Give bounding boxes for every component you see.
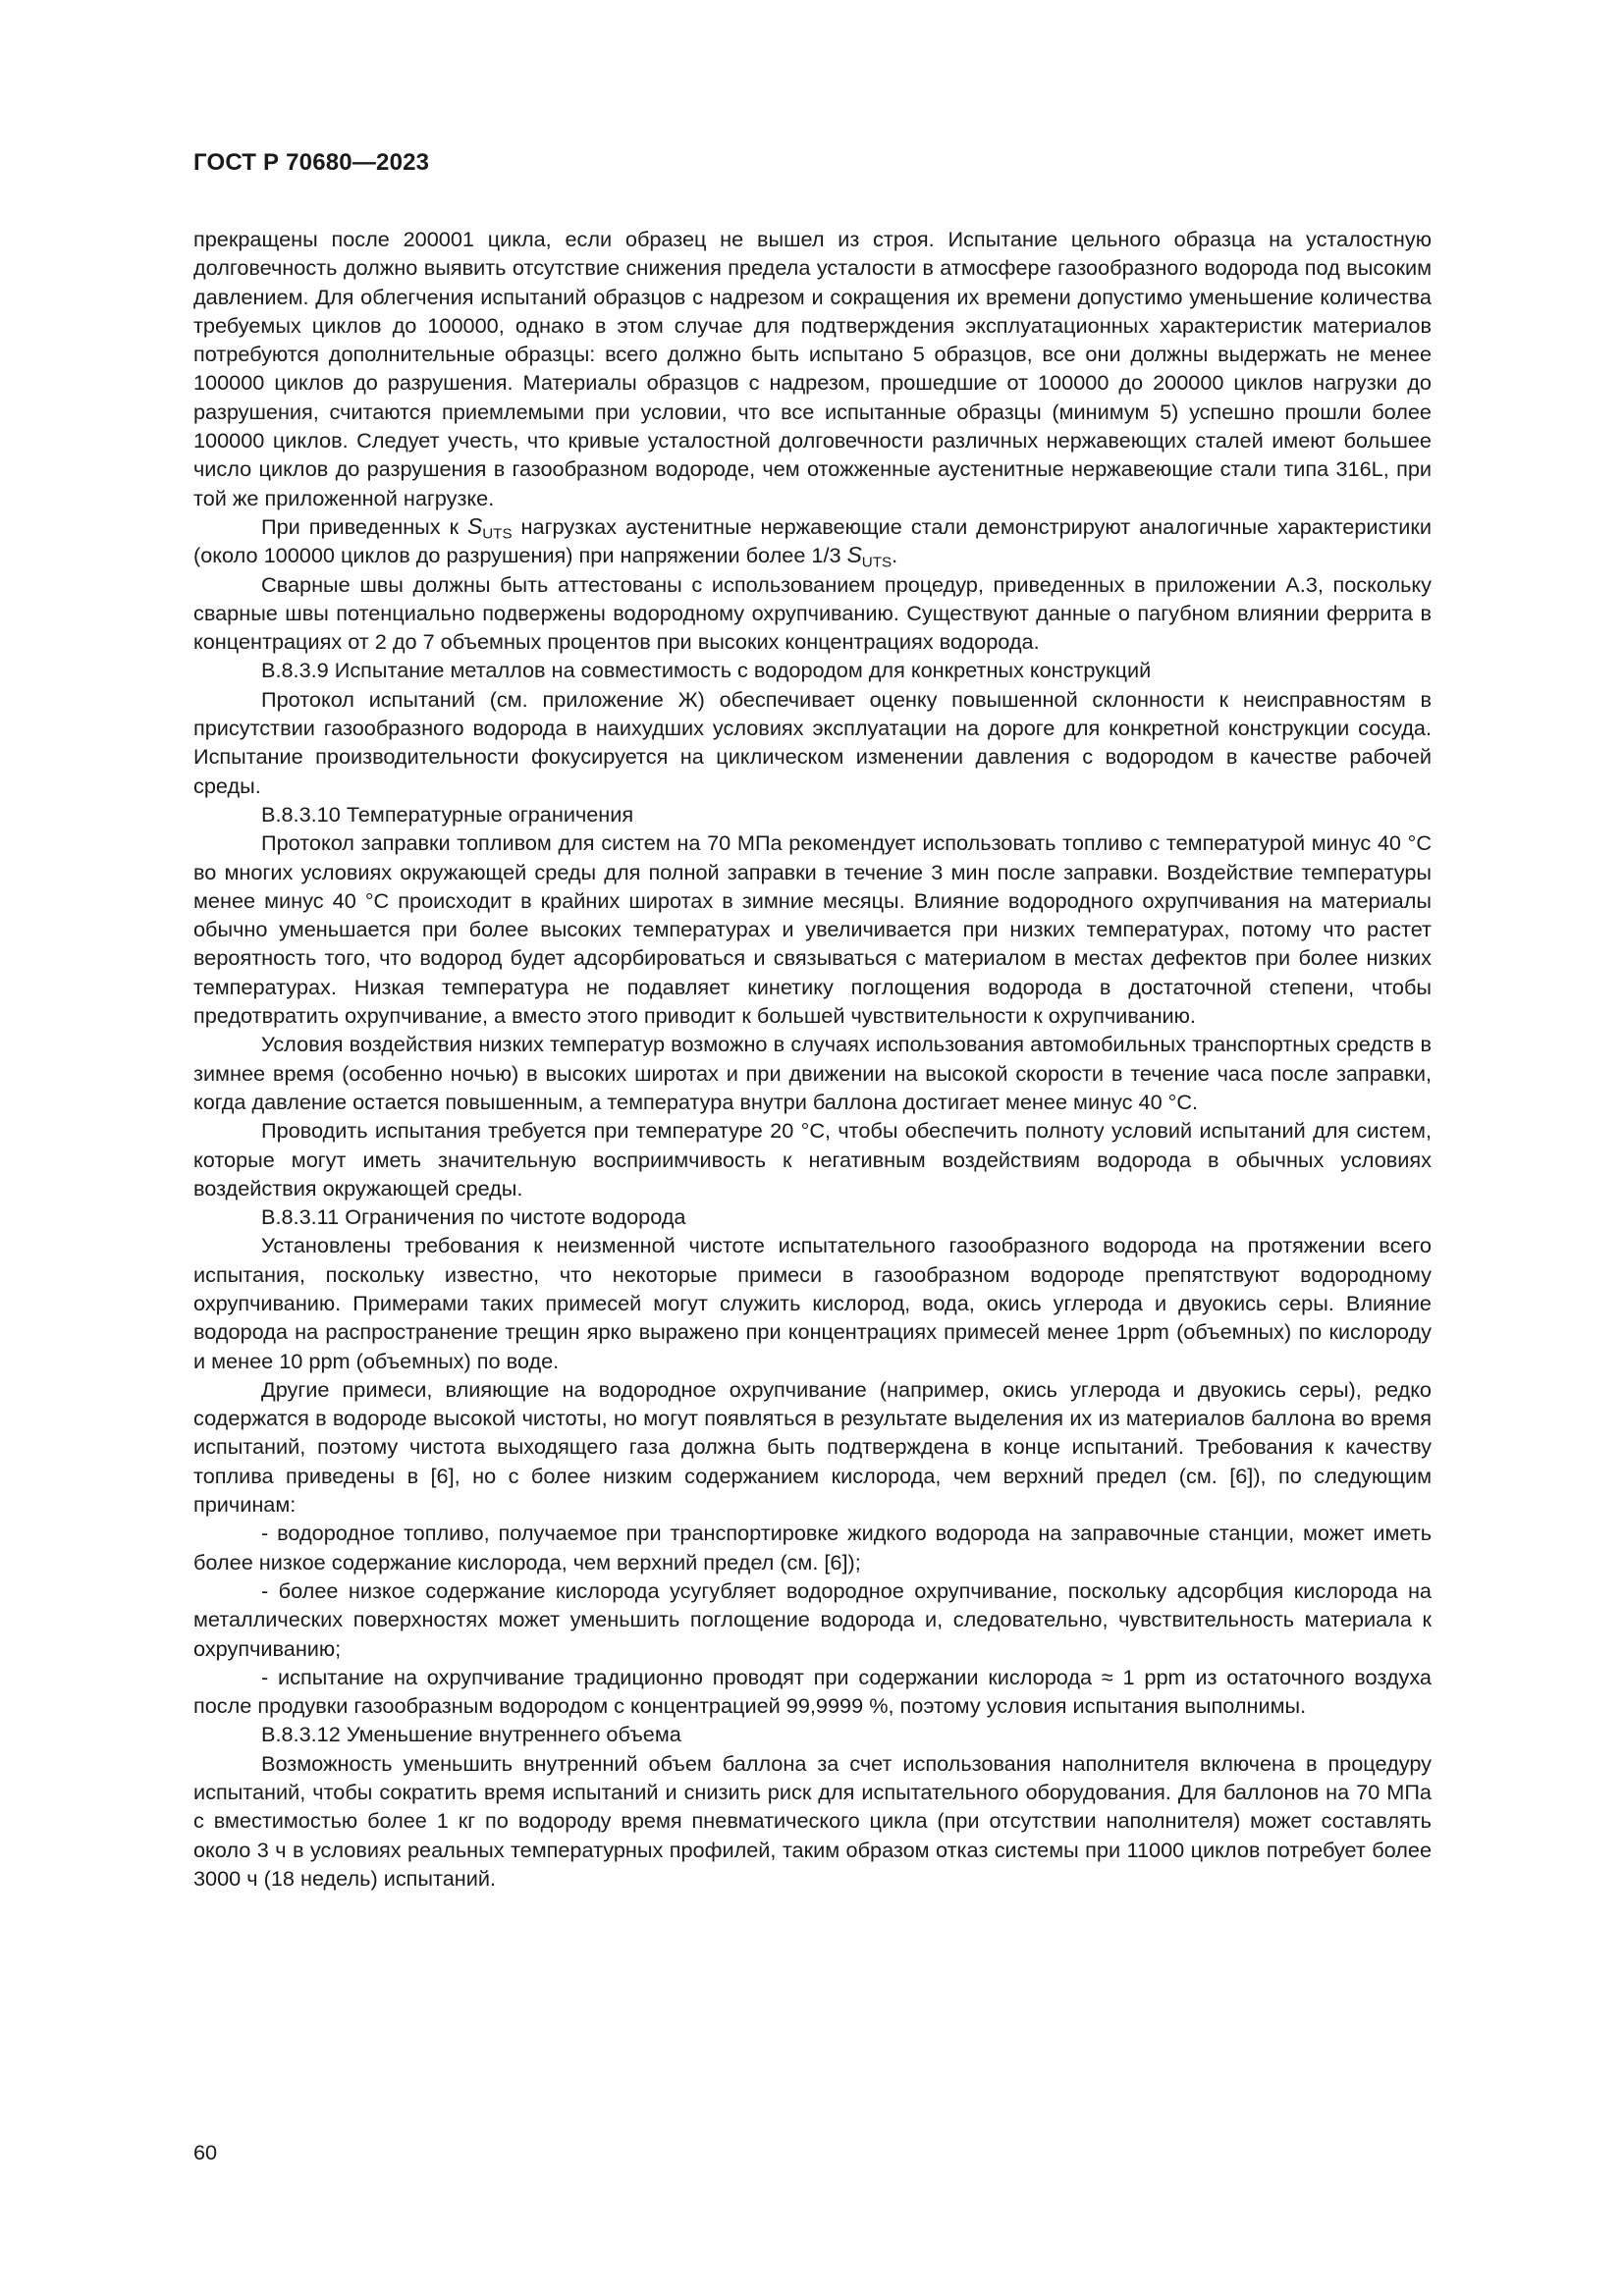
list-item: - испытание на охрупчивание традиционно проводят при содержании кислорода ≈ 1 ppm из остаточного воздуха после продувки газообразным водородом с концентрацией 99,9999 %, поэтому условия испытания выполнимы. <box>193 1664 1432 1719</box>
list-item: - более низкое содержание кислорода усугубляет водородное охрупчивание, поскольку адсорбция кислорода на металлических поверхностях может уменьшить поглощение водорода и, следовательно, чувствительность материала к охрупчиванию; <box>193 1577 1432 1661</box>
paragraph-test-protocol: Протокол испытаний (см. приложение Ж) обеспечивает оценку повышенной склонности к неисправностям в присутствии газообразного водорода в наихудших условиях эксплуатации на дороге для конкретной конструкции сосуда. Испытание производительности фокусируется на циклическом изменении давления с водородом в качестве рабочей среды. <box>193 686 1432 798</box>
paragraph-welds: Сварные швы должны быть аттестованы с использованием процедур, приведенных в приложении А.3, поскольку сварные швы потенциально подвержены водородному охрупчиванию. Существуют данные о пагубном влиянии феррита в концентрациях от 2 до 7 объемных процентов при высоких концентрациях водорода. <box>193 571 1432 655</box>
paragraph-other-impurities: Другие примеси, влияющие на водородное охрупчивание (например, окись углерода и двуокись серы), редко содержатся в водороде высокой чистоты, но могут появляться в результате выделения их из материалов баллона во время испытаний, поэтому чистота выходящего газа должна быть подтверждена в конце испытаний. Требования к качеству топлива приведены в [6], но с более низким содержанием кислорода, чем верхний предел (см. [6]), по следующим причинам: <box>193 1376 1432 1518</box>
section-heading-b8312: В.8.3.12 Уменьшение внутреннего объема <box>261 1722 681 1747</box>
paragraph-test-temperature: Проводить испытания требуется при температуре 20 °С, чтобы обеспечить полноту условий испытаний для систем, которые могут иметь значительную восприимчивость к негативным воздействиям водорода в обычных условиях воздействия окружающей среды. <box>193 1118 1432 1201</box>
document-header: ГОСТ Р 70680—2023 <box>193 149 430 176</box>
section-heading-b8310: В.8.3.10 Температурные ограничения <box>261 801 634 827</box>
paragraph-suts: При приведенных к $S_{UTS}$ нагрузках аустенитные нержавеющие стали демонстрируют аналогичные характеристики (около 100000 циклов до разрушения) при напряжении более 1/3 $S_{UTS}$. <box>193 512 1433 571</box>
paragraph-continuation: прекращены после 200001 цикла, если образец не вышел из строя. Испытание цельного образца на усталостную долговечность должно выявить отсутствие снижения предела усталости в атмосфере газообразного водорода под высоким давлением. Для облегчения испытаний образцов с надрезом и сокращения их времени допустимо уменьшение количества требуемых циклов до 100000, однако в этом случае для подтверждения эксплуатационных характеристик материалов потребуются дополнительные образцы: всего должно быть испытано 5 образцов, все они должны выдержать не менее 100000 циклов до разрушения. Материалы образцов с надрезом, прошедшие от 100000 до 200000 циклов нагрузки до разрушения, считаются приемлемыми при условии, что все испытанные образцы (минимум 5) успешно прошли более 100000 циклов. Следует учесть, что кривые усталостной долговечности различных нержавеющих сталей имеют большее число циклов до разрушения в газообразном водороде, чем отожженные аустенитные нержавеющие стали типа 316L, при той же приложенной нагрузке. <box>193 227 1432 510</box>
section-heading-b839: В.8.3.9 Испытание металлов на совместимость с водородом для конкретных конструкций <box>261 658 1152 683</box>
page-number: 60 <box>193 2140 218 2164</box>
paragraph-fueling-protocol: Протокол заправки топливом для систем на 70 МПа рекомендует использовать топливо с температурой минус 40 °С во многих условиях окружающей среды для полной заправки в течение 3 мин после заправки. Воздействие температуры менее минус 40 °С происходит в крайних широтах в зимние месяцы. Влияние водородного охрупчивания на материалы обычно уменьшается при более высоких температурах и увеличивается при низких температурах, потому что растет вероятность того, что водород будет адсорбироваться и связываться с материалом в местах дефектов при более низких температурах. Низкая температура не подавляет кинетику поглощения водорода в достаточной степени, чтобы предотвратить охрупчивание, а вместо этого приводит к большей чувствительности к охрупчиванию. <box>193 830 1432 1029</box>
document-body <box>193 225 1432 1893</box>
paragraph-purity-requirements: Установлены требования к неизменной чистоте испытательного газообразного водорода на протяжении всего испытания, поскольку известно, что некоторые примеси в газообразном водороде препятствуют водородному охрупчиванию. Примерами таких примесей могут служить кислород, вода, окись углерода и двуокись серы. Влияние водорода на распространение трещин ярко выражено при концентрациях примесей менее 1ppm (объемных) по кислороду и менее 10 ppm (объемных) по воде. <box>193 1233 1432 1373</box>
section-heading-b8311: В.8.3.11 Ограничения по чистоте водорода <box>261 1204 686 1230</box>
paragraph-volume-reduction: Возможность уменьшить внутренний объем баллона за счет использования наполнителя включена в процедуру испытаний, чтобы сократить время испытаний и снизить риск для испытательного оборудования. Для баллонов на 70 МПа с вместимостью более 1 кг по водороду время пневматического цикла (при отсутствии наполнителя) может составлять около 3 ч в условиях реальных температурных профилей, таким образом отказ системы при 11000 циклов потребует более 3000 ч (18 недель) испытаний. <box>193 1750 1432 1891</box>
list-item: - водородное топливо, получаемое при транспортировке жидкого водорода на заправочные станции, может иметь более низкое содержание кислорода, чем верхний предел (см. [6]); <box>193 1521 1432 1575</box>
symbol-s-uts: S <box>846 542 862 568</box>
symbol-s-uts: S <box>467 512 483 539</box>
paragraph-low-temperature: Условия воздействия низких температур возможно в случаях использования автомобильных транспортных средств в зимнее время (особенно ночью) в высоких широтах и при движении на высокой скорости в течение часа после заправки, когда давление остается повышенным, а температура внутри баллона достигает менее минус 40 °С. <box>193 1032 1432 1114</box>
